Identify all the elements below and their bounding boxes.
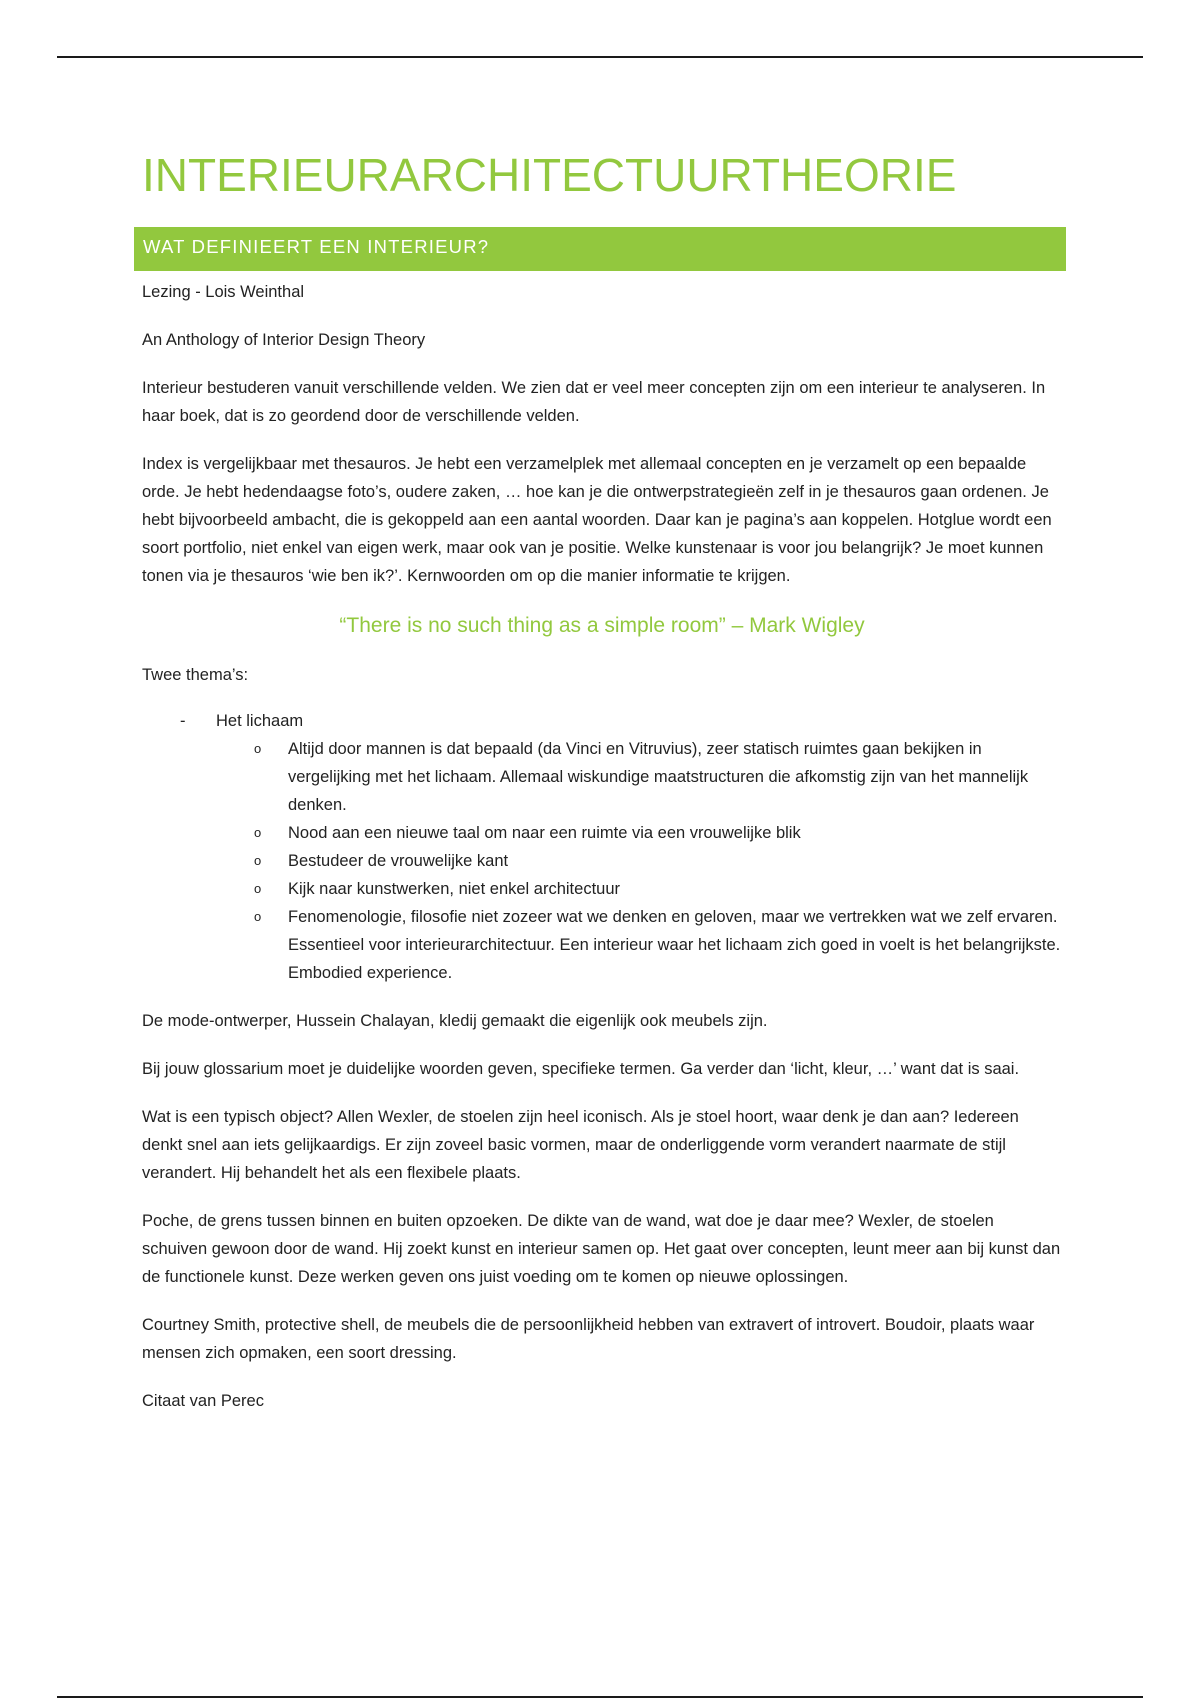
book-title-line: An Anthology of Interior Design Theory — [142, 331, 426, 349]
sub-bullet-marker: o — [254, 909, 262, 924]
paragraph-chalayan: De mode-ontwerper, Hussein Chalayan, kledij gemaakt die eigenlijk ook meubels zijn. — [142, 1012, 768, 1030]
list-item — [142, 707, 1062, 987]
pull-quote: “There is no such thing as a simple room” – Mark Wigley — [339, 614, 865, 637]
bullet-marker: - — [180, 712, 186, 730]
lecture-line: Lezing - Lois Weinthal — [142, 283, 305, 301]
sub-bullet-marker: o — [254, 881, 262, 896]
paragraph-index: Index is vergelijkbaar met thesauros. Je hebt een verzamelplek met allemaal concepten en je verzamelt op een bepaalde orde. Je hebt hedendaagse foto’s, oudere zaken, … hoe kan je die ontwerpstrategieën zelf in je thesauros gaan ordenen. Je hebt bijvoorbeeld ambacht, die is gekoppeld aan een aantal woorden. Daar kan je pagina’s aan koppelen. Hotglue wordt een soort portfolio, niet enkel van eigen werk, maar ook van je positie. Welke kunstenaar is voor jou belangrijk? Je moet kunnen tonen via je thesauros ‘wie ben ik?’. Kernwoorden om op die manier informatie te krijgen. — [142, 455, 1052, 585]
theme-point: Kijk naar kunstwerken, niet enkel architectuur — [288, 880, 620, 898]
paragraph-glossarium: Bij jouw glossarium moet je duidelijke woorden geven, specifieke termen. Ga verder dan ‘licht, kleur, …’ want dat is saai. — [142, 1060, 1020, 1078]
theme-point: Fenomenologie, filosofie niet zozeer wat we denken en geloven, maar we vertrekken wat we zelf ervaren. Essentieel voor interieurarchitectuur. Een interieur waar het lichaam zich goed in voelt is het belangrijkste. Embodied experience. — [288, 908, 1061, 982]
themes-intro: Twee thema’s: — [142, 666, 249, 684]
paragraph-wexler: Wat is een typisch object? Allen Wexler, de stoelen zijn heel iconisch. Als je stoel hoort, waar denk je dan aan? Iedereen denkt snel aan iets gelijkaardigs. Er zijn zoveel basic vormen, maar de onderliggende vorm verandert naarmate de stijl verandert. Hij behandelt het als een flexibele plaats. — [142, 1108, 1019, 1182]
page-title: INTERIEURARCHITECTUURTHEORIE — [142, 149, 957, 201]
section-heading: WAT DEFINIEERT EEN INTERIEUR? — [143, 236, 490, 257]
sub-bullet-marker: o — [254, 741, 262, 756]
sub-bullet-marker: o — [254, 853, 262, 868]
list-item — [216, 903, 1062, 987]
list-item — [216, 735, 1062, 819]
theme-point: Nood aan een nieuwe taal om naar een ruimte via een vrouwelijke blik — [288, 824, 801, 842]
paragraph-perec: Citaat van Perec — [142, 1392, 264, 1410]
section-heading-banner — [134, 227, 1066, 271]
list-item — [216, 847, 1062, 875]
theme-point: Bestudeer de vrouwelijke kant — [288, 852, 509, 870]
document-body — [142, 278, 1062, 1435]
theme-label: Het lichaam — [216, 712, 304, 730]
list-item — [216, 875, 1062, 903]
theme-point: Altijd door mannen is dat bepaald (da Vinci en Vitruvius), zeer statisch ruimtes gaan bekijken in vergelijking met het lichaam. Allemaal wiskundige maatstructuren die afkomstig zijn van het mannelijk denken. — [288, 740, 1029, 814]
paragraph-courtney-smith: Courtney Smith, protective shell, de meubels die de persoonlijkheid hebben van extravert of introvert. Boudoir, plaats waar mensen zich opmaken, een soort dressing. — [142, 1316, 1035, 1362]
theme-points — [216, 735, 1062, 987]
sub-bullet-marker: o — [254, 825, 262, 840]
paragraph-poche: Poche, de grens tussen binnen en buiten opzoeken. De dikte van de wand, wat doe je daar mee? Wexler, de stoelen schuiven gewoon door de wand. Hij zoekt kunst en interieur samen op. Het gaat over concepten, leunt meer aan bij kunst dan de functionele kunst. Deze werken geven ons juist voeding om te komen op nieuwe oplossingen. — [142, 1212, 1061, 1286]
bottom-rule — [57, 1696, 1143, 1698]
paragraph-intro: Interieur bestuderen vanuit verschillende velden. We zien dat er veel meer concepten zijn om een interieur te analyseren. In haar boek, dat is zo geordend door de verschillende velden. — [142, 379, 1046, 425]
top-rule — [57, 56, 1143, 58]
themes-list — [142, 707, 1062, 987]
list-item — [216, 819, 1062, 847]
